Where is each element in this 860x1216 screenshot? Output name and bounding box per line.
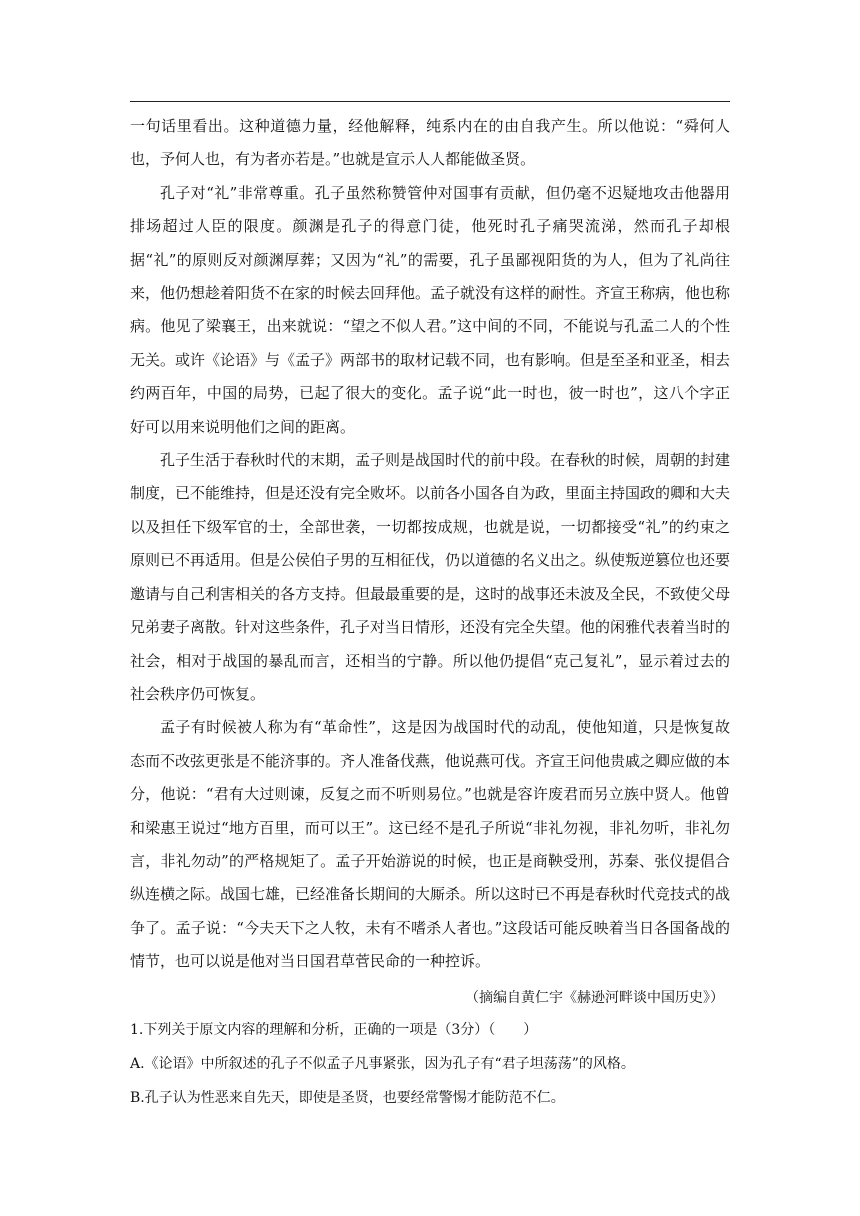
article-source: （摘编自黄仁宇《赫逊河畔谈中国历史》）: [465, 989, 724, 1006]
header-rule: [130, 101, 730, 102]
article-paragraph-2: 孔子对“礼”非常尊重。孔子虽然称赞管仲对国事有贡献，但仍毫不迟疑地攻击他器用排场超过人臣的限度。颜渊是孔子的得意门徒，他死时孔子痛哭流涕，然而孔子却根据“礼”的原则反对颜渊厚葬；又因为“礼”的需要，孔子虽鄙视阳货的为人，但为了礼尚往来，他仍想趁着阳货不在家的时候去回拜他。孟子就没有这样的耐性。齐宣王称病，他也称病。他见了梁襄王，出来就说：“望之不似人君。”这中间的不同，不能说与孔孟二人的个性无关。或许《论语》与《孟子》两部书的取材记载不同，也有影响。但是至圣和亚圣，相去约两百年，中国的局势，已起了很大的变化。孟子说“此一时也，彼一时也”，这八个字正好可以用来说明他们之间的距离。: [130, 183, 731, 436]
question-option-a: A.《论语》中所叙述的孔子不似孟子凡事紧张，因为孔子有“君子坦荡荡”的风格。: [130, 1055, 635, 1072]
article-paragraph-3: 孔子生活于春秋时代的末期，孟子则是战国时代的前中段。在春秋的时候，周朝的封建制度，已不能维持，但是还没有完全败坏。以前各小国各自为政，里面主持国政的卿和大夫以及担任下级军官的士，全部世袭，一切都按成规，也就是说，一切都接受“礼”的约束之原则已不再适用。但是公侯伯子男的互相征伐，仍以道德的名义出之。纵使叛逆篡位也还要邀请与自己利害相关的各方支持。但最最重要的是，这时的战事还未波及全民，不致使父母兄弟妻子离散。针对这些条件，孔子对当日情形，还没有完全失望。他的闲雅代表着当时的社会，相对于战国的暴乱而言，还相当的宁静。所以他仍提倡“克己复礼”，显示着过去的社会秩序仍可恢复。: [130, 451, 731, 703]
document-body: [130, 110, 730, 1115]
question-stem: 1.下列关于原文内容的理解和分析，正确的一项是（3分）（ ）: [130, 1021, 538, 1038]
question-option-b: B.孔子认为性恶来自先天，即使是圣贤，也要经常警惕才能防范不仁。: [130, 1089, 565, 1106]
article-paragraph-4: 孟子有时候被人称为有“革命性”，这是因为战国时代的动乱，使他知道，只是恢复故态而不改弦更张是不能济事的。齐人准备伐燕，他说燕可伐。齐宣王问他贵戚之卿应做的本分，他说：“君有大过则谏，反复之而不听则易位。”也就是容许废君而另立族中贤人。他曾和梁惠王说过“地方百里，而可以王”。这已经不是孔子所说“非礼勿视，非礼勿听，非礼勿言，非礼勿动”的严格规矩了。孟子开始游说的时候，也正是商鞅受刑，苏秦、张仪提倡合纵连横之际。战国七雄，已经准备长期间的大厮杀。所以这时已不再是春秋时代竞技式的战争了。孟子说：“今夫天下之人牧，未有不嗜杀人者也。”这段话可能反映着当日各国备战的情节，也可以说是他对当日国君草菅民命的一种控诉。: [130, 718, 731, 971]
article-paragraph-1: 一句话里看出。这种道德力量，经他解释，纯系内在的由自我产生。所以他说：“舜何人也，予何人也，有为者亦若是。”也就是宣示人人都能做圣贤。: [130, 117, 730, 169]
